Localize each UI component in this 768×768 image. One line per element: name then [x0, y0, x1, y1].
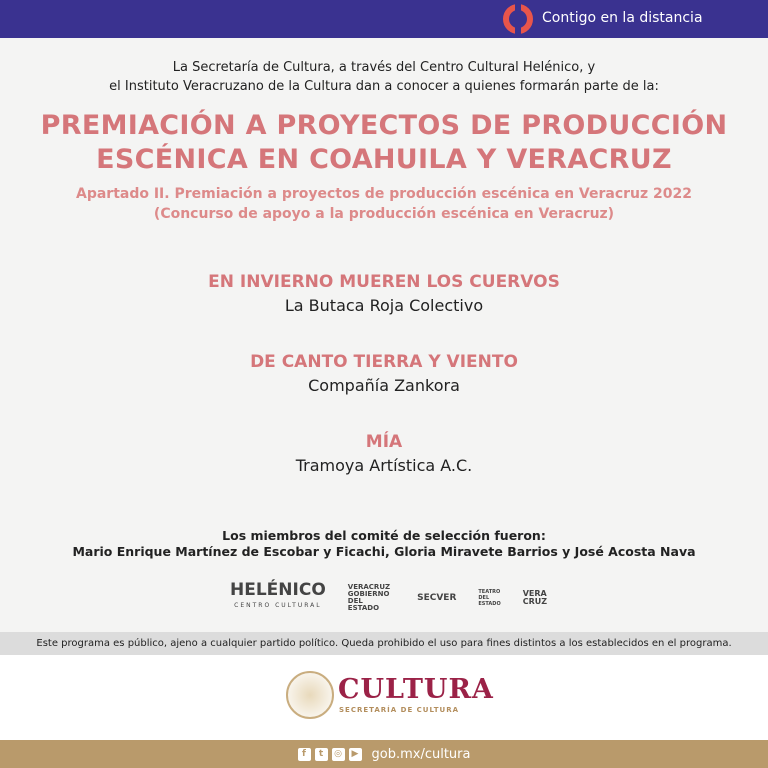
partner-logos — [230, 580, 550, 612]
announcement — [0, 38, 768, 632]
helenico-sub: CENTRO CULTURAL — [234, 602, 322, 609]
disclaimer: Este programa es público, ajeno a cualquier partido político. Queda prohibido el uso para fines distintos a los establecidos en el programa. — [0, 632, 768, 655]
page-title: ESCÉNICA EN COAHUILA Y VERACRUZ — [96, 144, 672, 175]
subtitle: (Concurso de apoyo a la producción escénica en Veracruz) — [153, 206, 615, 222]
contigo-logo-icon — [503, 4, 533, 34]
secver-logo: SECVER — [417, 593, 457, 603]
veracruz-gobierno-logo: VERACRUZ GOBIERNO DEL ESTADO — [347, 583, 391, 612]
project-title: EN INVIERNO MUEREN LOS CUERVOS — [208, 272, 560, 292]
social-bar — [0, 740, 768, 768]
website-link[interactable]: gob.mx/cultura — [371, 746, 471, 762]
mexico-seal-icon — [286, 671, 334, 719]
committee-label: Los miembros del comité de selección fueron: — [222, 528, 546, 543]
subtitle: Apartado II. Premiación a proyectos de producción escénica en Veracruz 2022 — [75, 186, 693, 202]
committee-members: Mario Enrique Martínez de Escobar y Ficachi, Gloria Miravete Barrios y José Acosta Nava — [72, 544, 696, 559]
cultura-logo: CULTURA — [338, 674, 494, 705]
teatro-logo: TEATRO DEL ESTADO — [478, 589, 501, 607]
youtube-icon[interactable]: ▶ — [349, 748, 362, 761]
instagram-icon[interactable]: ◎ — [332, 748, 345, 761]
project-title: MÍA — [365, 432, 403, 452]
helenico-logo — [230, 580, 326, 613]
project-group: Tramoya Artística A.C. — [295, 456, 473, 475]
veracruz-logo: VERA CRUZ — [522, 589, 548, 606]
page-title: PREMIACIÓN A PROYECTOS DE PRODUCCIÓN — [40, 110, 728, 141]
brand-text: Contigo en la distancia — [542, 10, 703, 26]
helenico-text: HELÉNICO — [230, 580, 326, 600]
facebook-icon[interactable]: f — [298, 748, 311, 761]
cultura-logo-sub: SECRETARÍA DE CULTURA — [339, 706, 460, 714]
intro-line: el Instituto Veracruzano de la Cultura dan a conocer a quienes formarán parte de la: — [109, 79, 659, 94]
project-group: Compañía Zankora — [308, 376, 460, 395]
intro-line: La Secretaría de Cultura, a través del Centro Cultural Helénico, y — [172, 60, 596, 75]
project-group: La Butaca Roja Colectivo — [284, 296, 484, 315]
top-bar — [0, 0, 768, 38]
project-title: DE CANTO TIERRA Y VIENTO — [250, 352, 518, 372]
twitter-icon[interactable]: t — [315, 748, 328, 761]
